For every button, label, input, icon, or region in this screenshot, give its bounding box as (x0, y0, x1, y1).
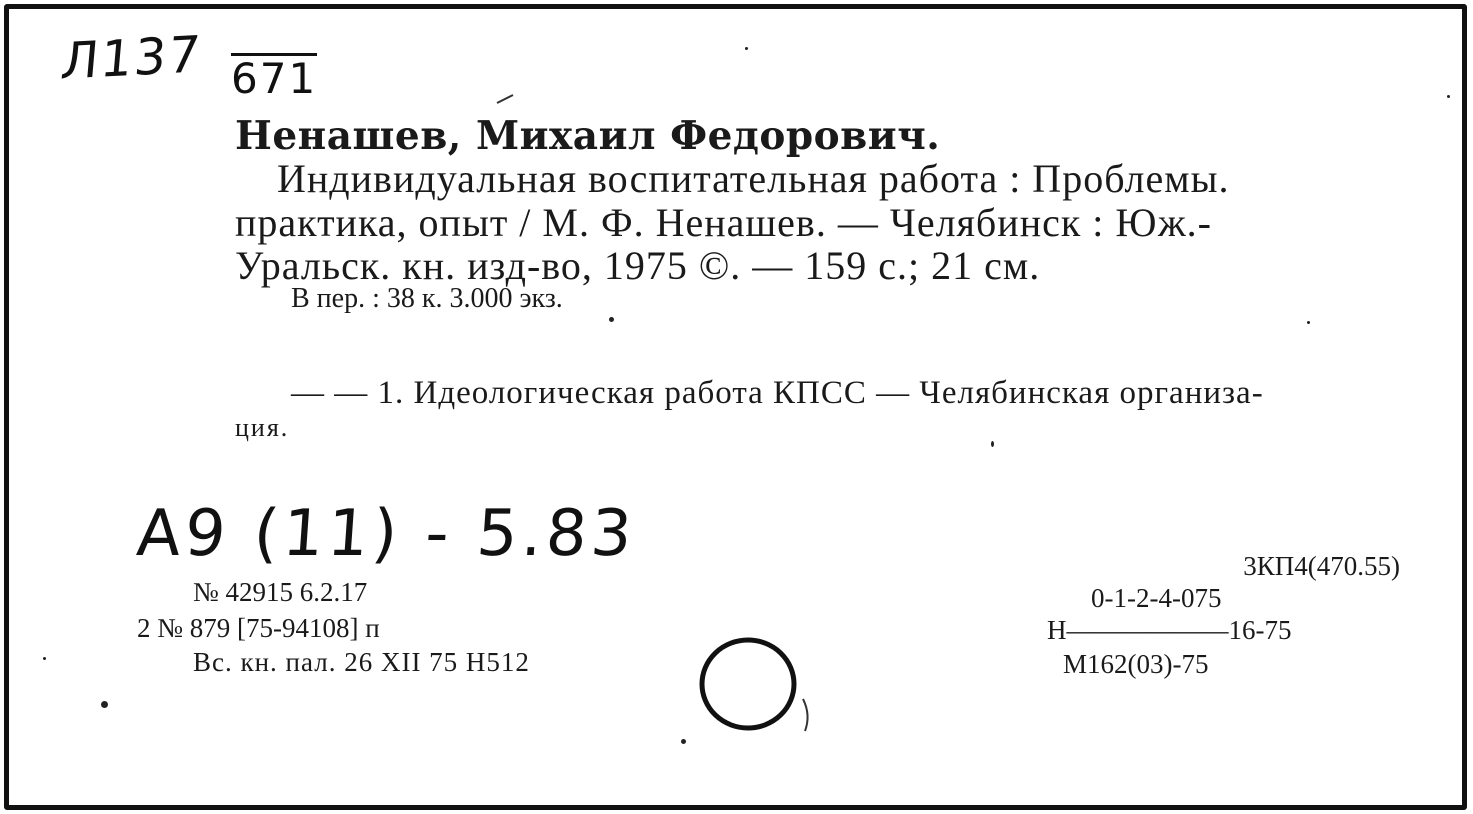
ink-speck (101, 701, 108, 708)
right-code-line-2: 0-1-2-4-075 (1091, 583, 1222, 613)
title-line-1: Индивидуальная воспитательная работа : Проблемы. (277, 156, 1230, 201)
author-heading: Ненашев, Михаил Федорович. (235, 113, 941, 159)
handwritten-call-number: Л137 (58, 25, 205, 91)
ink-speck (1307, 321, 1310, 324)
ink-speck (681, 739, 686, 744)
subject-heading-line-2: ция. (235, 413, 290, 442)
ink-speck (1447, 95, 1450, 98)
catalog-card (4, 4, 1467, 810)
subject-heading-line-1: — — 1. Идеологическая работа КПСС — Челябинская организа- (291, 375, 1264, 411)
title-line-3: Уральск. кн. изд-во, 1975 ©. — 159 с.; 21 см. (235, 243, 1041, 288)
right-code-line-1: 3КП4(470.55) (1243, 551, 1400, 581)
pen-tick-mark (495, 93, 515, 105)
ink-speck (609, 317, 614, 322)
handwritten-inventory-mark: А9 (11) - 5.83 (134, 497, 639, 571)
left-code-line-2: 2 № 879 [75-94108] п (137, 613, 380, 643)
ink-speck (745, 47, 748, 50)
handwritten-shelf-number: 671 (231, 54, 318, 103)
left-code-line-1: № 42915 6.2.17 (193, 577, 368, 607)
right-code-line-3: Н——————16-75 (1047, 615, 1292, 645)
price-and-print-run: В пер. : 38 к. 3.000 экз. (291, 283, 563, 314)
left-code-line-3: Вс. кн. пал. 26 XII 75 Н512 (193, 647, 530, 677)
pen-stroke-mark (799, 697, 815, 733)
ink-speck (43, 657, 46, 660)
title-line-2: практика, опыт / М. Ф. Ненашев. — Челябинск : Юж.- (235, 200, 1212, 245)
punched-hole-circle (693, 629, 803, 739)
right-code-line-4: М162(03)-75 (1063, 649, 1209, 679)
ink-speck (991, 441, 994, 447)
